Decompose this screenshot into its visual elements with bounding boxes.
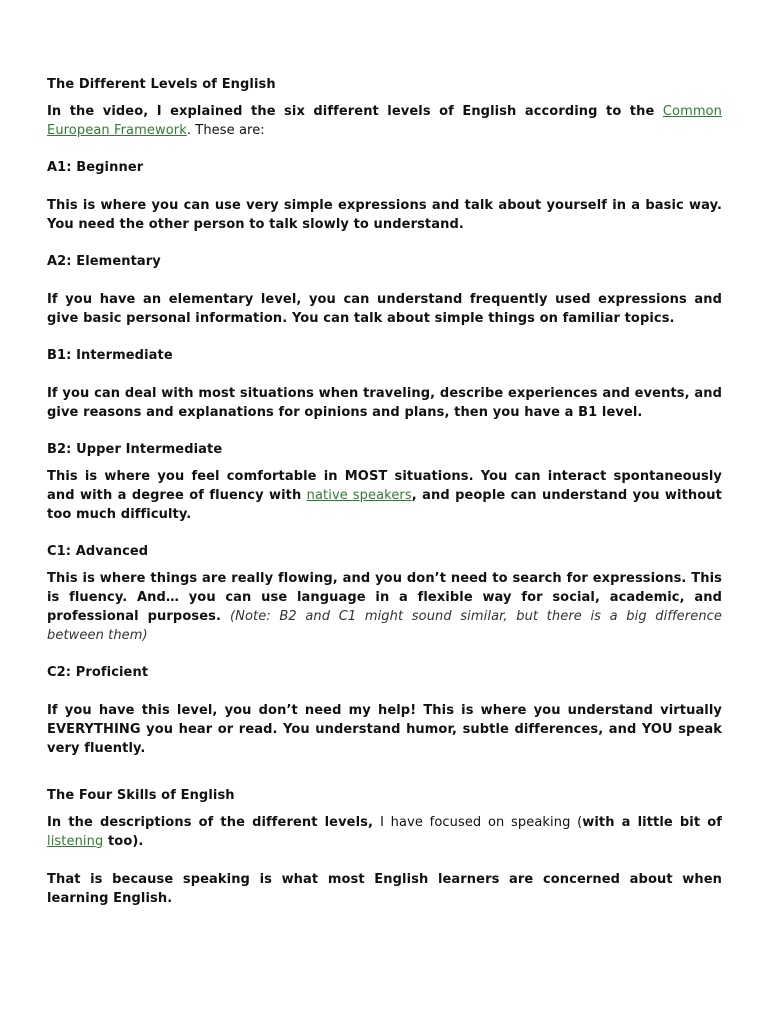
skills-p1-end: too). <box>103 834 144 849</box>
common-european-framework-link[interactable]: Common European Framework <box>47 104 722 138</box>
c1-note: (Note: B2 and C1 might sound similar, but there is a big difference between them) <box>47 609 722 643</box>
b2-text: This is where you feel comfortable in MOST situations. You can interact spontaneously and with a degree of fluency with <box>47 469 722 503</box>
skills-p1-plain: I have focused on speaking ( <box>380 815 583 830</box>
level-heading-c1: C1: Advanced <box>47 544 149 559</box>
level-description-b2 <box>47 467 722 524</box>
skills-title: The Four Skills of English <box>47 788 235 803</box>
intro-paragraph <box>47 102 722 140</box>
level-heading-b2: B2: Upper Intermediate <box>47 442 223 457</box>
level-description-a2: If you have an elementary level, you can understand frequently used expressions and give basic personal information. You can talk about simple things on familiar topics. <box>47 292 722 326</box>
skills-paragraph-1 <box>47 813 722 851</box>
level-description-a1: This is where you can use very simple expressions and talk about yourself in a basic way. You need the other person to talk slowly to understand. <box>47 198 722 232</box>
level-heading-a1: A1: Beginner <box>47 160 144 175</box>
skills-p1-mid: with a little bit of <box>582 815 722 830</box>
level-description-b1: If you can deal with most situations when traveling, describe experiences and events, and give reasons and explanations for opinions and plans, then you have a B1 level. <box>47 386 722 420</box>
document-page <box>47 76 722 908</box>
level-heading-b1: B1: Intermediate <box>47 348 173 363</box>
native-speakers-link[interactable]: native speakers <box>306 488 412 503</box>
level-description-c2: If you have this level, you don’t need my help! This is where you understand virtually EVERYTHING you hear or read. You understand humor, subtle differences, and YOU speak very fluently. <box>47 703 722 756</box>
section-title: The Different Levels of English <box>47 77 276 92</box>
c1-text: This is where things are really flowing, and you don’t need to search for expressions. This is fluency. And… you can use language in a flexible way for social, academic, and professional purposes. <box>47 571 722 624</box>
intro-text: In the video, I explained the six different levels of English according to the <box>47 104 663 119</box>
b2-text-end: , and people can understand you without too much difficulty. <box>47 488 722 522</box>
level-heading-a2: A2: Elementary <box>47 254 161 269</box>
listening-link[interactable]: listening <box>47 834 104 849</box>
skills-p1-text: In the descriptions of the different levels, <box>47 815 381 830</box>
level-description-c1 <box>47 569 722 645</box>
skills-paragraph-2: That is because speaking is what most English learners are concerned about when learning English. <box>47 872 722 906</box>
level-heading-c2: C2: Proficient <box>47 665 149 680</box>
intro-text-end: . These are: <box>186 123 265 138</box>
